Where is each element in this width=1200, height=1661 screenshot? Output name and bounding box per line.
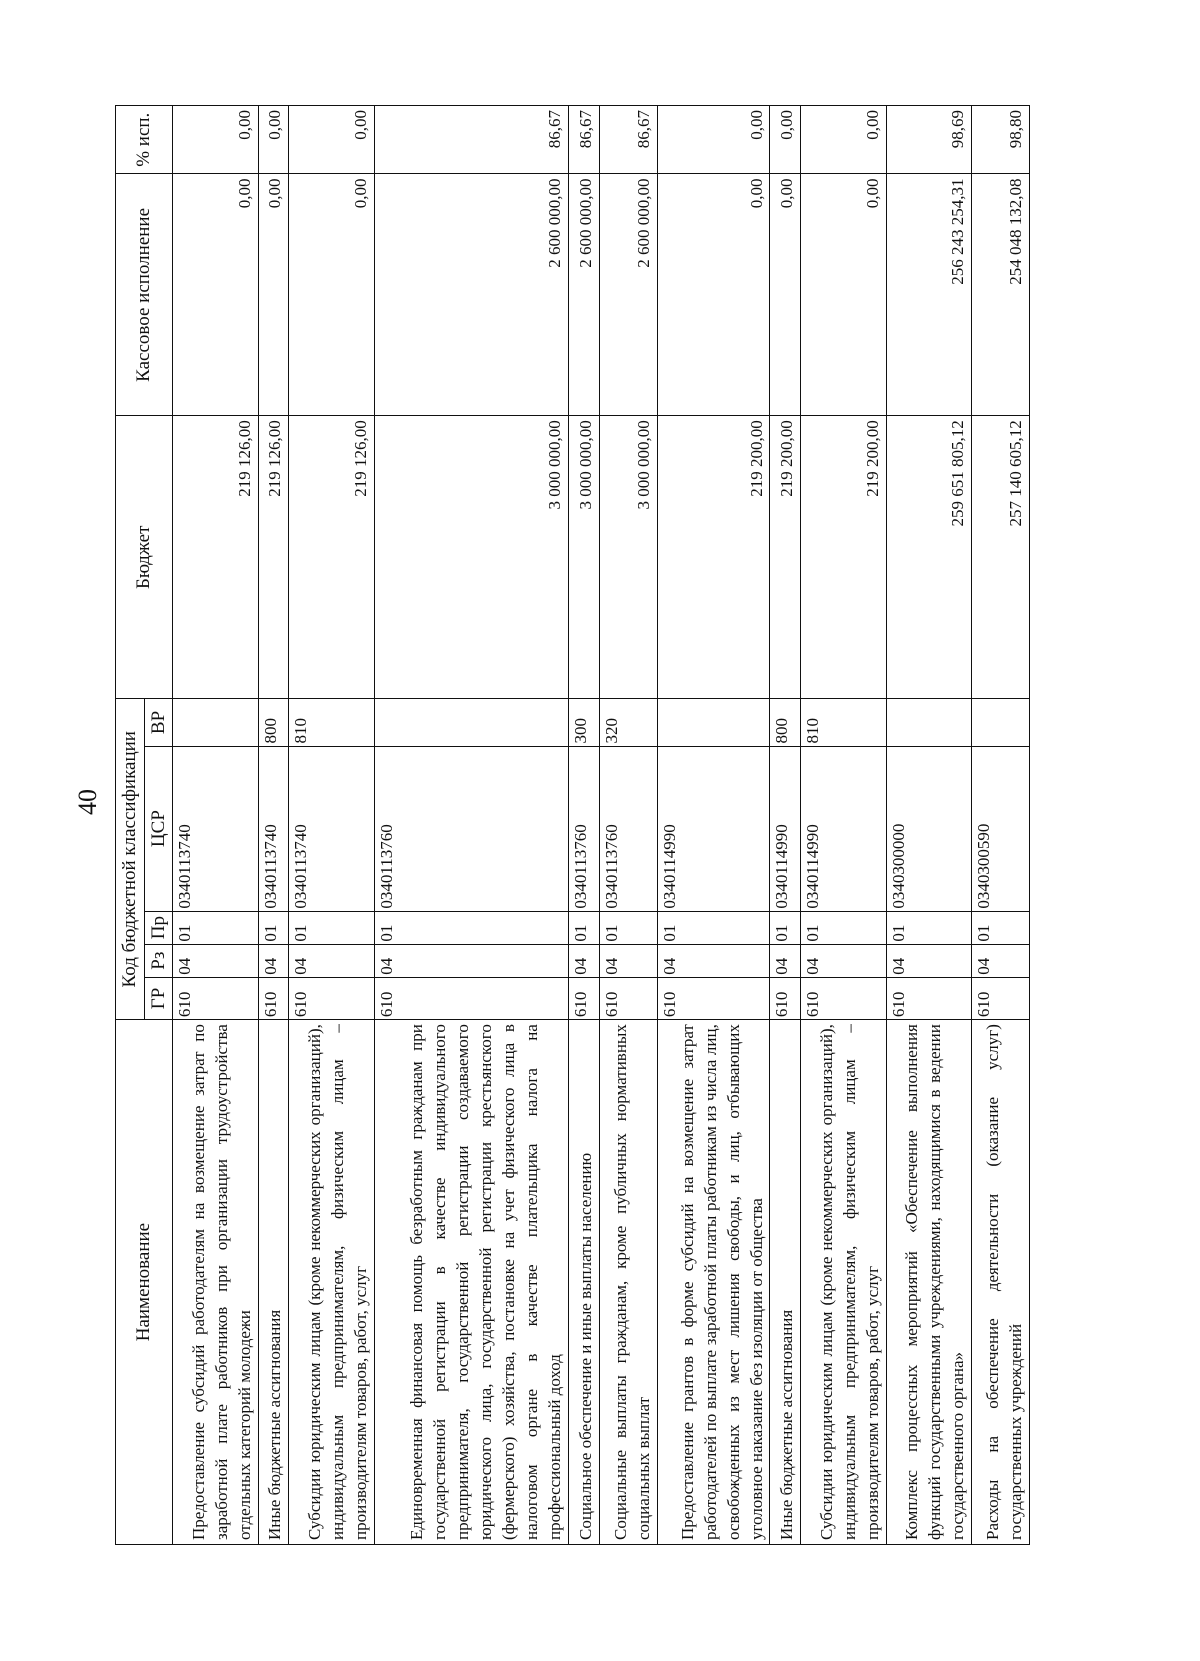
header-csr: ЦСР [144, 746, 173, 911]
row-pr: 01 [289, 911, 374, 944]
header-row-1 [116, 106, 145, 1545]
row-pr: 01 [971, 911, 1029, 944]
table-row [657, 106, 770, 1545]
header-vr: ВР [144, 699, 173, 746]
row-name: Предоставление грантов в форме субсидий на возмещение затрат работодателей по выплате заработной платы работникам из числа лиц, освобожденных из мест лишения свободы, и лиц, отбывающих уголовное наказание без изоляции от общества [657, 1020, 770, 1545]
header-gr: ГР [144, 977, 173, 1019]
table-row [569, 106, 600, 1545]
row-csr: 0340114990 [801, 746, 886, 911]
page-number: 40 [73, 789, 102, 815]
row-vr: 810 [289, 699, 374, 746]
row-cash: 0,00 [657, 174, 770, 416]
row-cash: 2 600 000,00 [569, 174, 600, 416]
table-row [599, 106, 657, 1545]
row-budget: 3 000 000,00 [374, 416, 568, 699]
row-rz: 04 [657, 944, 770, 977]
row-pr: 01 [374, 911, 568, 944]
rotated-table-container [115, 105, 1030, 1545]
row-csr: 0340113740 [289, 746, 374, 911]
row-csr: 0340113740 [173, 746, 258, 911]
row-budget: 219 126,00 [173, 416, 258, 699]
row-csr: 0340300000 [886, 746, 971, 911]
row-cash: 0,00 [173, 174, 258, 416]
table-row [801, 106, 886, 1545]
row-cash: 0,00 [289, 174, 374, 416]
row-budget: 219 200,00 [657, 416, 770, 699]
row-pct: 0,00 [801, 106, 886, 174]
row-budget: 257 140 605,12 [971, 416, 1029, 699]
row-rz: 04 [258, 944, 289, 977]
table-row [770, 106, 801, 1545]
row-budget: 3 000 000,00 [599, 416, 657, 699]
row-pct: 0,00 [258, 106, 289, 174]
row-pr: 01 [886, 911, 971, 944]
row-vr [886, 699, 971, 746]
row-name: Субсидии юридическим лицам (кроме некоммерческих организаций), индивидуальным предпринимателям, физическим лицам – производителям товаров, работ, услуг [289, 1020, 374, 1545]
budget-table [115, 105, 1030, 1545]
row-gr: 610 [801, 977, 886, 1019]
row-gr: 610 [258, 977, 289, 1019]
row-name: Субсидии юридическим лицам (кроме некоммерческих организаций), индивидуальным предпринимателям, физическим лицам – производителям товаров, работ, услуг [801, 1020, 886, 1545]
row-pr: 01 [569, 911, 600, 944]
row-rz: 04 [569, 944, 600, 977]
row-csr: 0340113760 [374, 746, 568, 911]
table-row [886, 106, 971, 1545]
row-csr: 0340114990 [770, 746, 801, 911]
row-cash: 254 048 132,08 [971, 174, 1029, 416]
row-gr: 610 [886, 977, 971, 1019]
row-cash: 0,00 [770, 174, 801, 416]
row-pct: 86,67 [599, 106, 657, 174]
row-name: Социальное обеспечение и иные выплаты населению [569, 1020, 600, 1545]
row-csr: 0340113760 [569, 746, 600, 911]
row-gr: 610 [173, 977, 258, 1019]
row-vr: 800 [770, 699, 801, 746]
row-cash: 2 600 000,00 [599, 174, 657, 416]
row-gr: 610 [770, 977, 801, 1019]
row-pr: 01 [770, 911, 801, 944]
row-pct: 0,00 [289, 106, 374, 174]
row-rz: 04 [770, 944, 801, 977]
row-pct: 98,69 [886, 106, 971, 174]
row-name: Расходы на обеспечение деятельности (оказание услуг) государственных учреждений [971, 1020, 1029, 1545]
header-rz: Рз [144, 944, 173, 977]
row-vr: 300 [569, 699, 600, 746]
row-vr [971, 699, 1029, 746]
table-row [374, 106, 568, 1545]
header-name: Наименование [116, 1020, 173, 1545]
header-cash: Кассовое исполнение [116, 174, 173, 416]
row-pct: 86,67 [569, 106, 600, 174]
row-cash: 2 600 000,00 [374, 174, 568, 416]
row-cash: 256 243 254,31 [886, 174, 971, 416]
row-name: Иные бюджетные ассигнования [770, 1020, 801, 1545]
row-gr: 610 [599, 977, 657, 1019]
row-name: Предоставление субсидий работодателям на возмещение затрат по заработной плате работников при организации трудоустройства отдельных категорий молодежи [173, 1020, 258, 1545]
row-csr: 0340114990 [657, 746, 770, 911]
row-rz: 04 [801, 944, 886, 977]
row-vr: 320 [599, 699, 657, 746]
row-pct: 98,80 [971, 106, 1029, 174]
header-pr: Пр [144, 911, 173, 944]
row-csr: 0340300590 [971, 746, 1029, 911]
row-pr: 01 [258, 911, 289, 944]
row-budget: 219 126,00 [258, 416, 289, 699]
row-pct: 0,00 [173, 106, 258, 174]
row-vr: 810 [801, 699, 886, 746]
table-row [173, 106, 258, 1545]
row-budget: 219 200,00 [801, 416, 886, 699]
row-budget: 259 651 805,12 [886, 416, 971, 699]
header-pct: % исп. [116, 106, 173, 174]
row-cash: 0,00 [258, 174, 289, 416]
row-pr: 01 [173, 911, 258, 944]
row-pct: 0,00 [770, 106, 801, 174]
row-rz: 04 [173, 944, 258, 977]
row-pr: 01 [801, 911, 886, 944]
row-pct: 0,00 [657, 106, 770, 174]
row-gr: 610 [971, 977, 1029, 1019]
table-row [258, 106, 289, 1545]
row-vr: 800 [258, 699, 289, 746]
row-gr: 610 [657, 977, 770, 1019]
row-pr: 01 [599, 911, 657, 944]
row-rz: 04 [971, 944, 1029, 977]
row-rz: 04 [289, 944, 374, 977]
row-rz: 04 [599, 944, 657, 977]
row-budget: 219 126,00 [289, 416, 374, 699]
row-pr: 01 [657, 911, 770, 944]
row-name: Социальные выплаты гражданам, кроме публичных нормативных социальных выплат [599, 1020, 657, 1545]
row-csr: 0340113760 [599, 746, 657, 911]
row-rz: 04 [886, 944, 971, 977]
table-row [971, 106, 1029, 1545]
table-row [289, 106, 374, 1545]
row-pct: 86,67 [374, 106, 568, 174]
row-budget: 219 200,00 [770, 416, 801, 699]
row-vr [657, 699, 770, 746]
row-gr: 610 [374, 977, 568, 1019]
row-csr: 0340113740 [258, 746, 289, 911]
row-name: Комплекс процессных мероприятий «Обеспечение выполнения функций государственными учреждениями, находящимися в ведении государственного органа» [886, 1020, 971, 1545]
row-name: Иные бюджетные ассигнования [258, 1020, 289, 1545]
row-budget: 3 000 000,00 [569, 416, 600, 699]
header-budget: Бюджет [116, 416, 173, 699]
row-vr [173, 699, 258, 746]
row-rz: 04 [374, 944, 568, 977]
row-gr: 610 [289, 977, 374, 1019]
row-name: Единовременная финансовая помощь безработным гражданам при государственной регистрации в качестве индивидуального предпринимателя, государственной регистрации создаваемого юридического лица, государственной регистрации крестьянского (фермерского) хозяйства, постановке на учет физического лица в налоговом органе в качестве плательщика налога на профессиональный доход [374, 1020, 568, 1545]
row-cash: 0,00 [801, 174, 886, 416]
row-gr: 610 [569, 977, 600, 1019]
row-vr [374, 699, 568, 746]
header-code-group: Код бюджетной классификации [116, 699, 145, 1020]
